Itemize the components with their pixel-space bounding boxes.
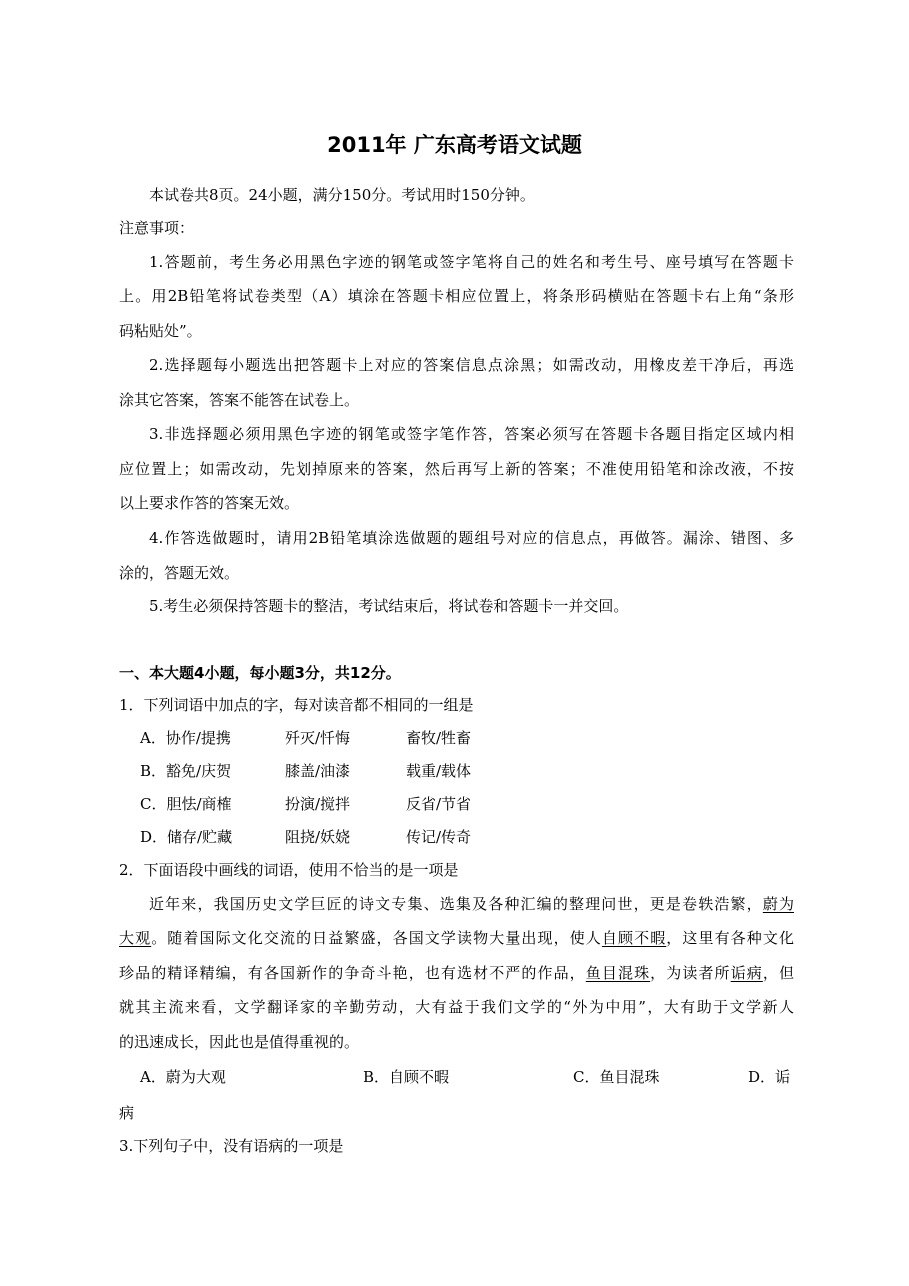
q1-option-d-col1: D．储存/贮藏 — [140, 828, 233, 846]
q2-underlined-term: 自顾不暇 — [601, 929, 667, 947]
note-2-line-1: 2.选择题每小题选出把答题卡上对应的答案信息点涂黑；如需改动，用橡皮差干净后，再选 — [149, 356, 794, 374]
q2-passage-text: ，但 — [762, 964, 794, 982]
q2-underlined-term: 鱼目混珠 — [585, 964, 651, 982]
q2-passage-text: ，这里有各种文化 — [666, 929, 794, 947]
q1-option-d-col2: 阻挠/妖娆 — [285, 828, 351, 846]
q2-option-a: A．蔚为大观 — [140, 1068, 226, 1086]
note-3-line-1: 3.非选择题必须用黑色字迹的钢笔或签字笔作答，答案必须写在答题卡各题目指定区域内相 — [149, 425, 794, 443]
q1-option-c-col2: 扮演/搅拌 — [285, 795, 351, 813]
question-3-stem: 3.下列句子中，没有语病的一项是 — [119, 1137, 344, 1155]
notes-heading: 注意事项： — [119, 219, 195, 237]
q2-option-b: B．自顾不暇 — [363, 1068, 450, 1086]
q2-option-c: C．鱼目混珠 — [573, 1068, 660, 1086]
note-5-line-1: 5.考生必须保持答题卡的整洁，考试结束后，将试卷和答题卡一并交回。 — [149, 597, 629, 615]
q2-passage-text: ，为读者所 — [650, 964, 731, 982]
q1-option-c-col3: 反省/节省 — [406, 795, 472, 813]
note-4-line-1: 4.作答选做题时，请用2B铅笔填涂选做题的题组号对应的信息点，再做答。漏涂、错图、多 — [149, 529, 794, 547]
note-1-line-3: 码粘贴处”。 — [119, 322, 202, 340]
q2-passage-line-4: 就其主流来看，文学翻译家的辛勤劳动，大有益于我们文学的“外为中用”，大有助于文学新人 — [119, 998, 794, 1016]
question-1-stem: 1．下列词语中加点的字，每对读音都不相同的一组是 — [119, 696, 474, 714]
q2-passage-text: 珍品的精译精编，有各国新作的争奇斗艳，也有选材不严的作品， — [119, 964, 586, 982]
note-4-line-2: 涂的，答题无效。 — [119, 564, 240, 582]
section-1-heading: 一、本大题4小题，每小题3分，共12分。 — [119, 664, 401, 682]
q1-option-b-col3: 载重/载体 — [406, 762, 472, 780]
q2-passage-text: 近年来，我国历史文学巨匠的诗文专集、选集及各种汇编的整理问世，更是卷轶浩繁， — [149, 895, 763, 913]
intro-text: 本试卷共8页。24小题，满分150分。考试用时150分钟。 — [149, 186, 535, 204]
q1-option-b-col2: 膝盖/油漆 — [285, 762, 351, 780]
q1-option-d-col3: 传记/传奇 — [406, 828, 472, 846]
q1-option-b-col1: B．豁免/庆贺 — [140, 762, 232, 780]
q2-underlined-term: 大观 — [119, 929, 152, 947]
q2-passage-line-5: 的迅速成长，因此也是值得重视的。 — [119, 1033, 360, 1051]
q2-passage-text: 。随着国际文化交流的日益繁盛，各国文学读物大量出现，使人 — [151, 929, 602, 947]
q2-option-d-continued: 病 — [119, 1104, 135, 1122]
note-3-line-3: 以上要求作答的答案无效。 — [119, 494, 300, 512]
q2-underlined-term: 蔚为 — [762, 895, 794, 913]
note-1-line-2: 上。用2B铅笔将试卷类型（A）填涂在答题卡相应位置上，将条形码横贴在答题卡右上角“条形 — [119, 287, 794, 305]
q1-option-a-col3: 畜牧/牲畜 — [406, 729, 472, 747]
note-1-line-1: 1.答题前，考生务必用黑色字迹的钢笔或签字笔将自己的姓名和考生号、座号填写在答题卡 — [149, 253, 794, 271]
note-3-line-2: 应位置上；如需改动，先划掉原来的答案，然后再写上新的答案；不准使用铅笔和涂改液，不按 — [119, 460, 794, 478]
q2-underlined-term: 诟病 — [730, 964, 763, 982]
q2-passage-line-3 — [119, 962, 794, 984]
q1-option-a-col2: 歼灭/忏悔 — [285, 729, 351, 747]
q2-passage-line-2 — [119, 927, 794, 949]
q1-option-c-col1: C．胆怯/商榷 — [140, 795, 232, 813]
q2-option-d: D．诟 — [748, 1068, 791, 1086]
note-2-line-2: 涂其它答案，答案不能答在试卷上。 — [119, 391, 360, 409]
q2-passage-line-1 — [149, 893, 794, 915]
question-2-stem: 2．下面语段中画线的词语，使用不恰当的是一项是 — [119, 861, 459, 879]
document-title: 2011年 广东高考语文试题 — [327, 133, 582, 157]
q1-option-a-col1: A．协作/提携 — [140, 729, 231, 747]
